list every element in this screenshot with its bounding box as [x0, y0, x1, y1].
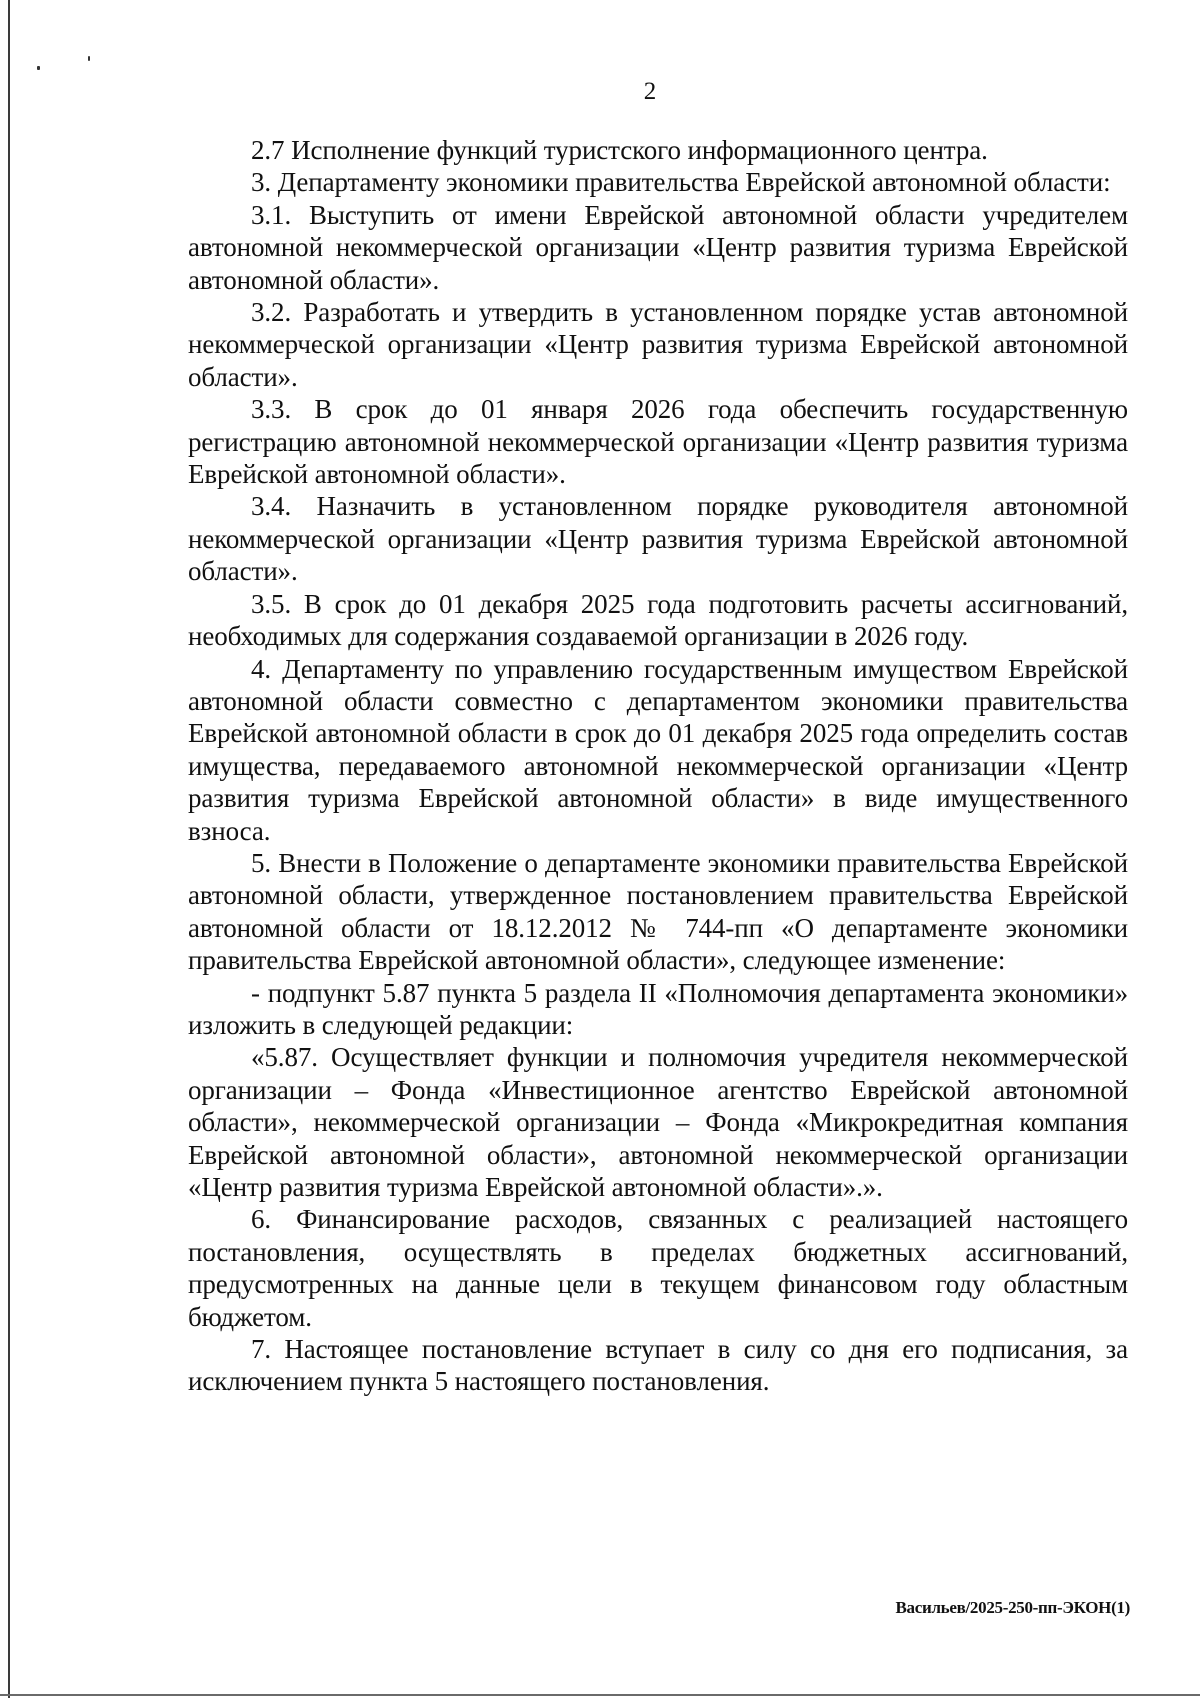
paragraph-3-5: 3.5. В срок до 01 декабря 2025 года подготовить расчеты ассигнований, необходимых для содержания создаваемой организации в 2026 году.	[188, 588, 1128, 652]
paragraph-3-3: 3.3. В срок до 01 января 2026 года обеспечить государственную регистрацию автономной некоммерческой организации «Центр развития туризма Еврейской автономной области».	[188, 394, 1128, 490]
paragraph-3: 3. Департаменту экономики правительства Еврейской автономной области:	[251, 167, 1111, 198]
paragraph-3-1: 3.1. Выступить от имени Еврейской автономной области учредителем автономной некоммерческой организации «Центр развития туризма Еврейской автономной области».	[188, 199, 1128, 295]
scan-speck	[88, 56, 90, 61]
paragraph-3-4: 3.4. Назначить в установленном порядке руководителя автономной некоммерческой организации «Центр развития туризма Еврейской автономной области».	[188, 491, 1128, 587]
scan-speck	[37, 66, 40, 70]
page-number: 2	[643, 78, 657, 105]
paragraph-5: 5. Внести в Положение о департаменте экономики правительства Еврейской автономной области, утвержденное постановлением правительства Еврейской автономной области от 18.12.2012 № 744-пп «О департаменте экономики правительства Еврейской автономной области», следующее изменение:	[188, 847, 1128, 976]
paragraph-4: 4. Департаменту по управлению государственным имуществом Еврейской автономной области совместно с департаментом экономики правительства Еврейской автономной области в срок до 01 декабря 2025 года определить состав имущества, передаваемого автономной некоммерческой организации «Центр развития туризма Еврейской автономной области» в виде имущественного взноса.	[188, 653, 1128, 846]
document-code: Васильев/2025-250-пп-ЭКОН(1)	[895, 1598, 1130, 1617]
scan-border-left	[8, 0, 10, 1698]
paragraph-7: 7. Настоящее постановление вступает в силу со дня его подписания, за исключением пункта 5 настоящего постановления.	[188, 1334, 1128, 1397]
paragraph-5-subpoint: - подпункт 5.87 пункта 5 раздела II «Полномочия департамента экономики» изложить в следующей редакции:	[188, 977, 1128, 1040]
paragraph-6: 6. Финансирование расходов, связанных с реализацией настоящего постановления, осуществлять в пределах бюджетных ассигнований, предусмотренных на данные цели в текущем финансовом году областным бюджетом.	[188, 1204, 1128, 1332]
paragraph-5-87-quote: «5.87. Осуществляет функции и полномочия учредителя некоммерческой организации – Фонда «Инвестиционное агентство Еврейской автономной области», некоммерческой организации – Фонда «Микрокредитная компания Еврейской автономной области», автономной некоммерческой организации «Центр развития туризма Еврейской автономной области».».	[188, 1042, 1128, 1202]
paragraph-2-7: 2.7 Исполнение функций туристского информационного центра.	[251, 135, 988, 165]
document-body	[188, 134, 1128, 1398]
paragraph-3-2: 3.2. Разработать и утвердить в установленном порядке устав автономной некоммерческой организации «Центр развития туризма Еврейской автономной области».	[188, 297, 1128, 392]
scan-border-bottom	[0, 1694, 1200, 1696]
